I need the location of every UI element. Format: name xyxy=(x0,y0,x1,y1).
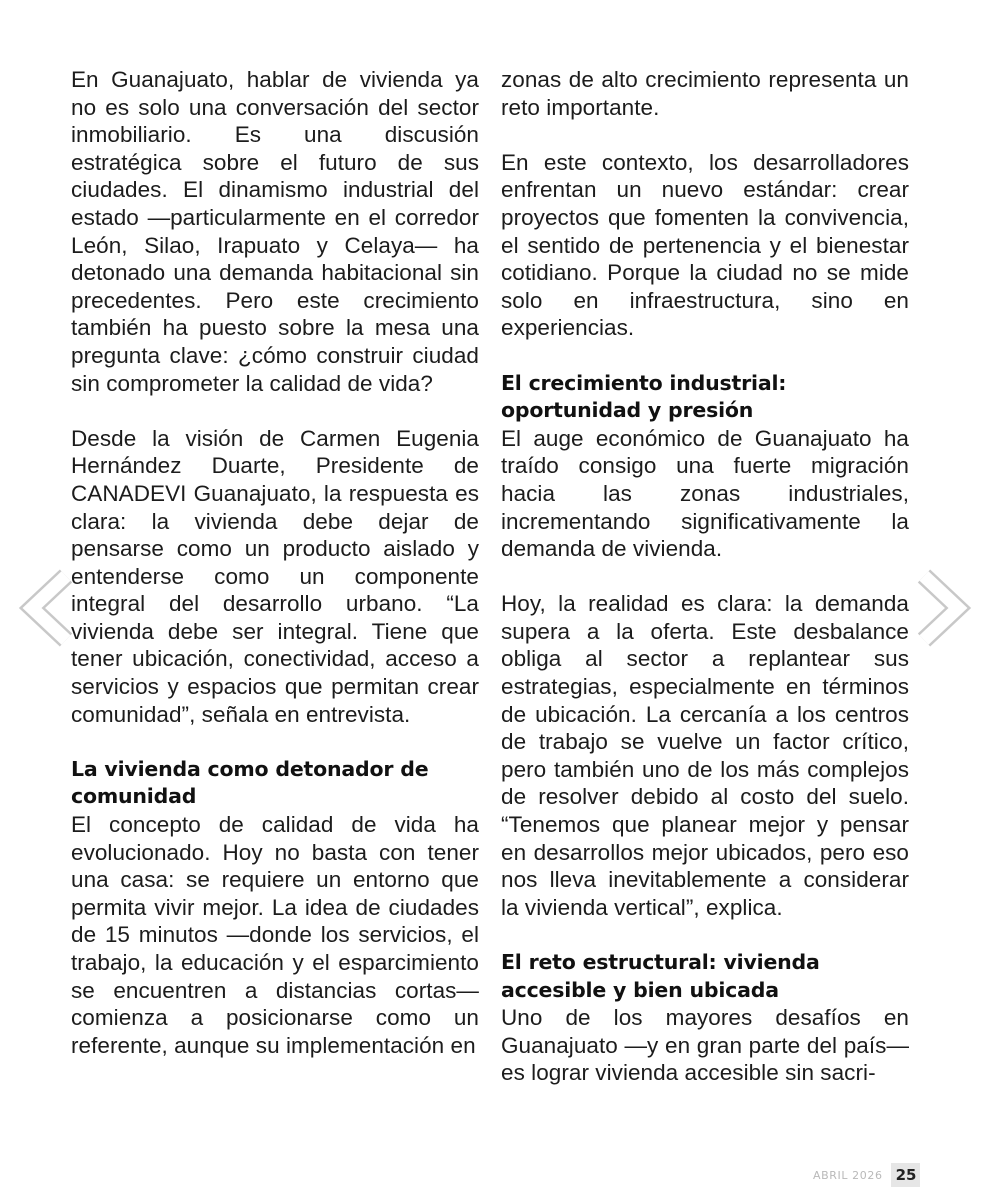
article-paragraph: Desde la visión de Carmen Eugenia Hernández Duarte, Presidente de CANADEVI Guanajuato, la respuesta es clara: la vivienda debe dejar de pensarse como un producto aislado y entenderse como un componente integral del desarrollo urbano. “La vivienda debe ser integral. Tiene que tener ubicación, conectividad, acceso a servicios y espacios que permitan crear comunidad”, señala en entrevista. xyxy=(71,425,479,727)
article-column-right xyxy=(501,66,909,1115)
article-paragraph: Hoy, la realidad es clara: la demanda supera a la oferta. Este desbalance obliga al sector a replantear sus estrategias, especialmente en términos de ubicación. La cercanía a los centros de trabajo se vuelve un factor crítico, pero también uno de los más complejos de resolver debido al costo del suelo. “Tenemos que planear mejor y pensar en desarrollos mejor ubicados, pero eso nos lleva inevitablemente a considerar la vivienda vertical”, explica. xyxy=(501,591,909,920)
page-number: 25 xyxy=(891,1163,921,1187)
article-paragraph: zonas de alto crecimiento representa un reto importante. xyxy=(501,67,909,120)
previous-page-button[interactable] xyxy=(14,568,84,648)
section-heading: La vivienda como detonador de comunidad xyxy=(71,756,429,809)
chevron-right-icon xyxy=(906,568,976,648)
article-paragraph: En Guanajuato, hablar de vivienda ya no es solo una conversación del sector inmobiliario. Es una discusión estratégica sobre el futuro de sus ciudades. El dinamismo industrial del estado —particularmente en el corredor León, Silao, Irapuato y Celaya— ha detonado una demanda habitacional sin precedentes. Pero este crecimiento también ha puesto sobre la mesa una pregunta clave: ¿cómo construir ciudad sin comprometer la calidad de vida? xyxy=(71,67,479,396)
chevron-left-icon xyxy=(14,568,84,648)
next-page-button[interactable] xyxy=(906,568,976,648)
section-heading: El crecimiento industrial: oportunidad y presión xyxy=(501,370,787,423)
article-paragraph: El auge económico de Guanajuato ha traído consigo una fuerte migración hacia las zonas industriales, incrementando significativamente la demanda de vivienda. xyxy=(501,425,909,562)
section-heading: El reto estructural: vivienda accesible y bien ubicada xyxy=(501,950,820,1002)
article-paragraph: El concepto de calidad de vida ha evolucionado. Hoy no basta con tener una casa: se requiere un entorno que permita vivir mejor. La idea de ciudades de 15 minutos —donde los servicios, el trabajo, la educación y el esparcimiento se encuentren a distancias cortas— comienza a posicionarse como un referente, aunque su implementación en xyxy=(71,812,479,1058)
article-column-left xyxy=(71,66,479,1087)
page-footer xyxy=(813,1163,920,1187)
issue-date: ABRIL 2026 xyxy=(813,1168,883,1182)
article-paragraph: Uno de los mayores desafíos en Guanajuato —y en gran parte del país— es lograr vivienda accesible sin sacri- xyxy=(501,1005,909,1086)
article-paragraph: En este contexto, los desarrolladores enfrentan un nuevo estándar: crear proyectos que fomenten la convivencia, el sentido de pertenencia y el bienestar cotidiano. Porque la ciudad no se mide solo en infraestructura, sino en experiencias. xyxy=(501,149,909,341)
